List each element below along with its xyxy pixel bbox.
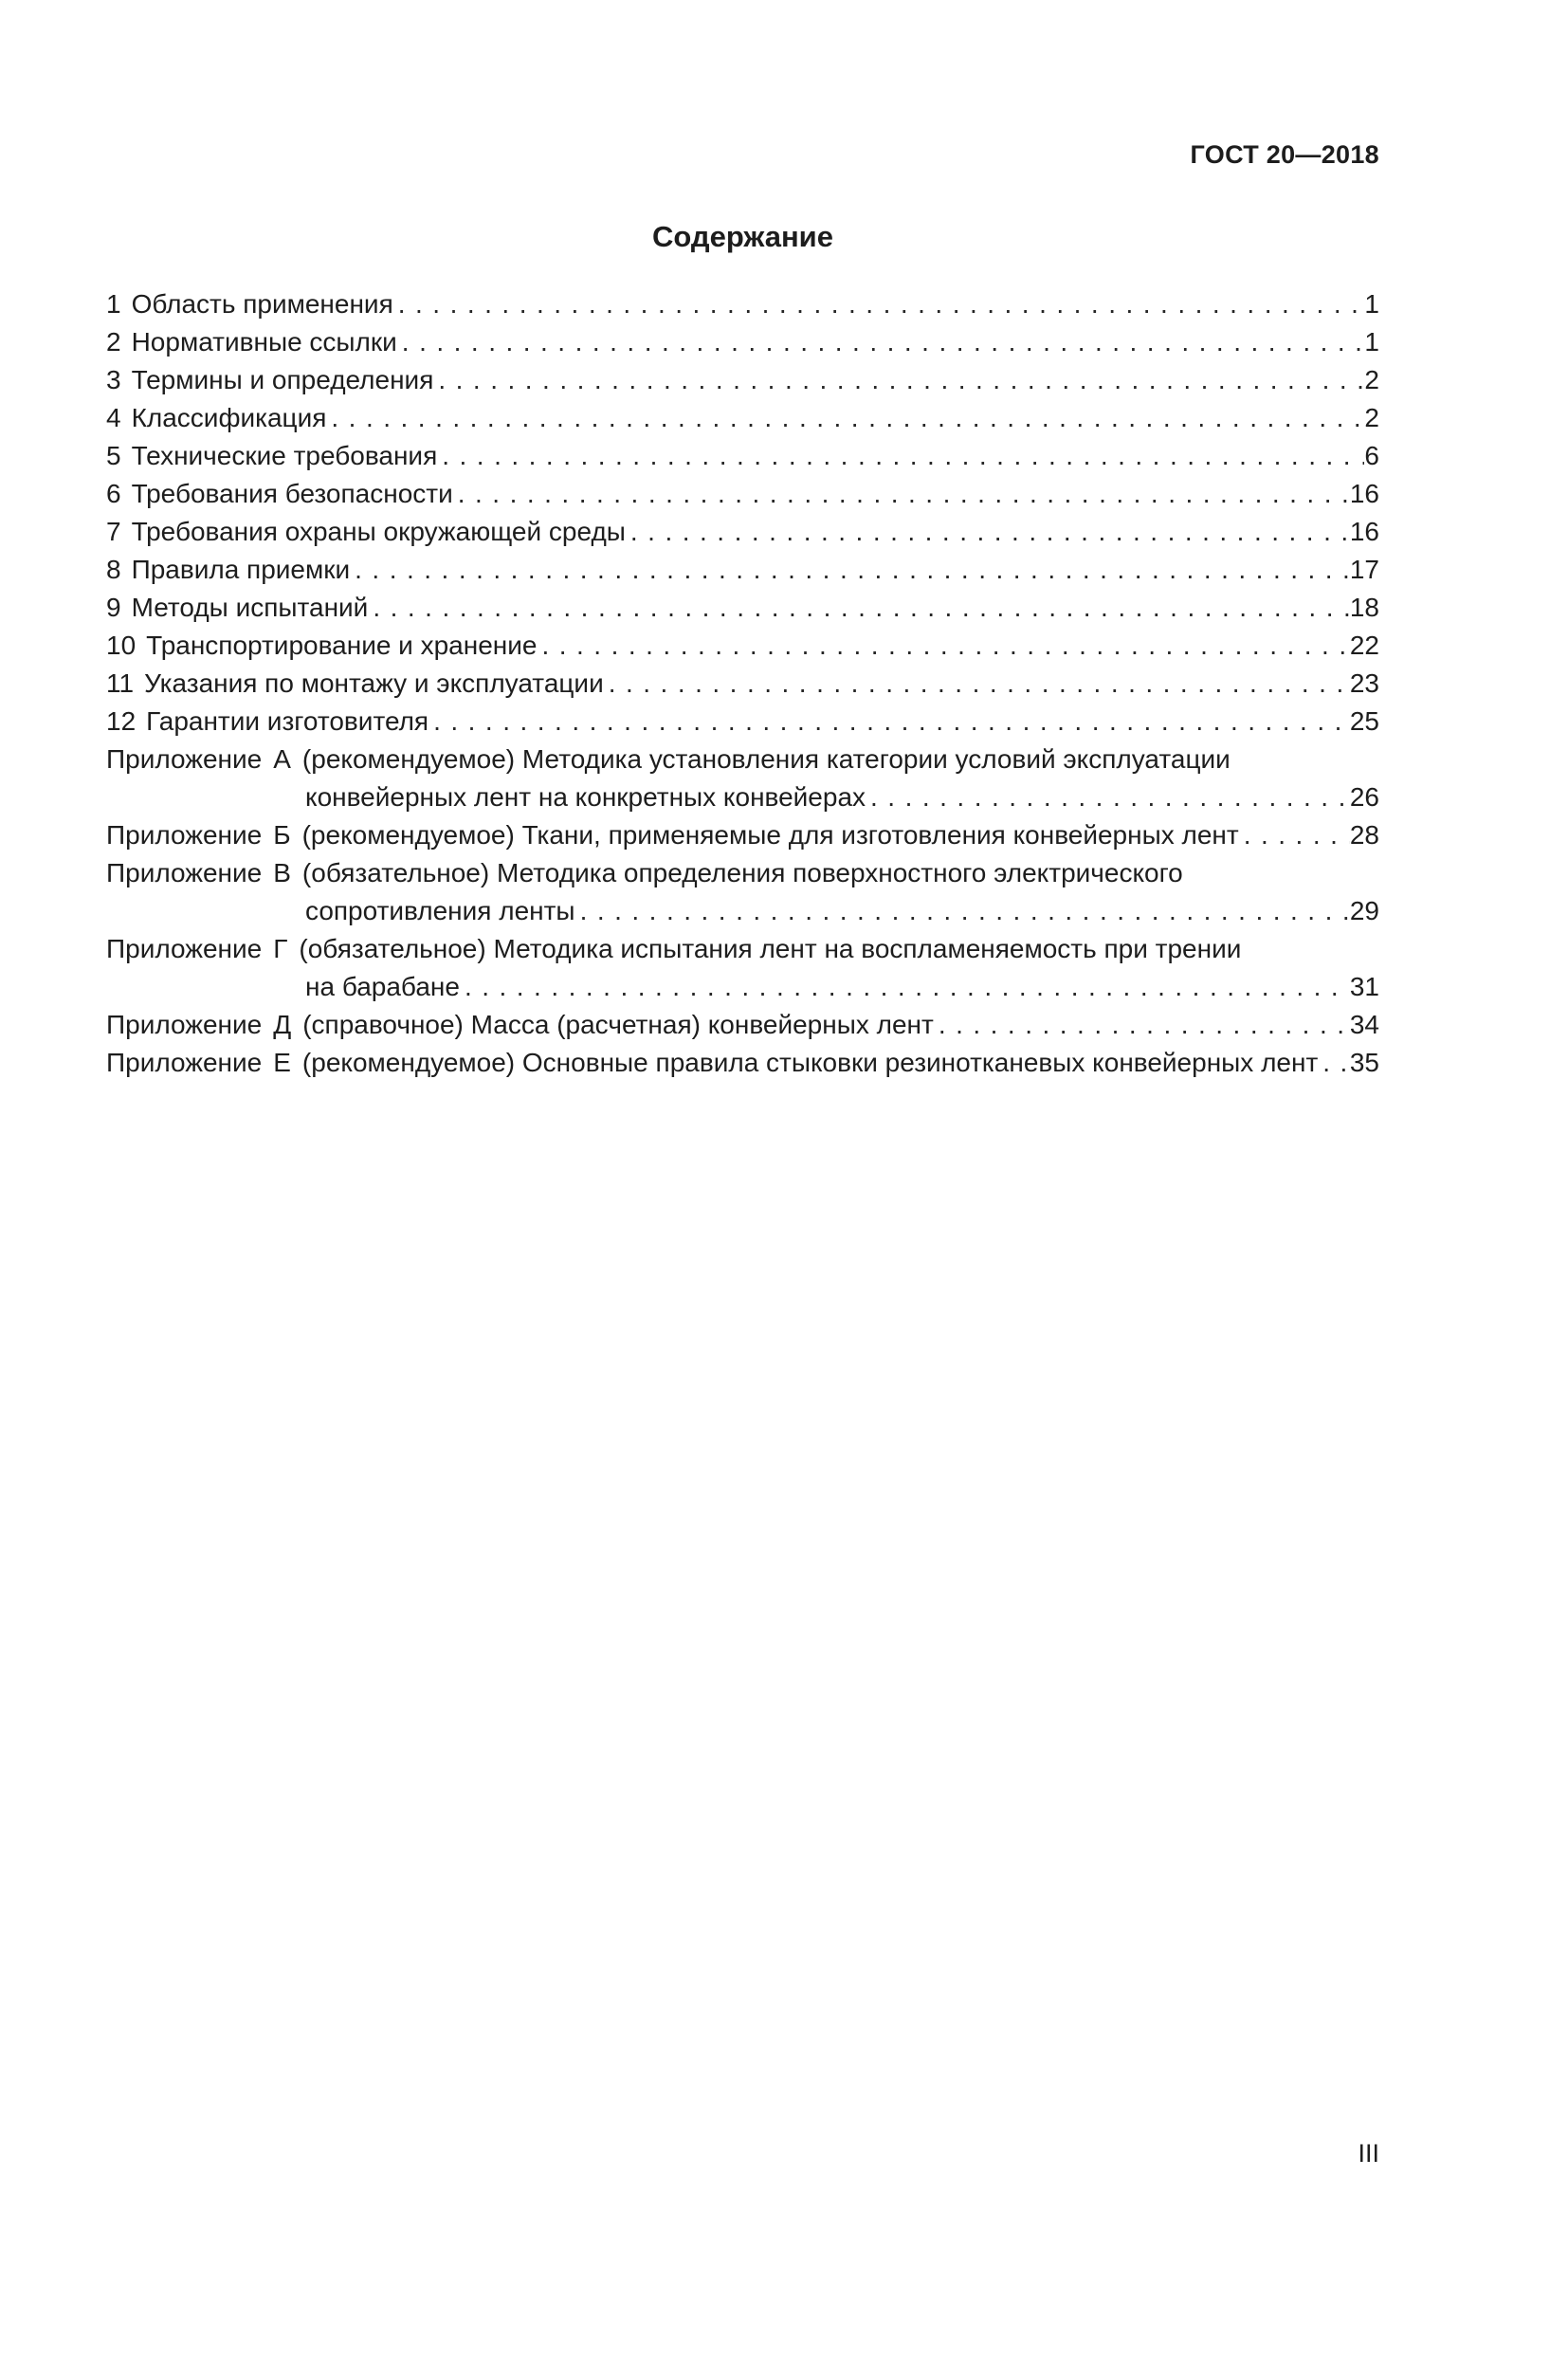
table-of-contents	[106, 285, 1379, 1082]
dot-leader	[630, 513, 1350, 551]
toc-entry	[106, 475, 1379, 513]
page-ref: 2	[1364, 365, 1379, 394]
toc-title: Содержание	[652, 220, 833, 253]
page-ref: 2	[1364, 403, 1379, 432]
page-ref: 6	[1364, 441, 1379, 470]
entry-label: Термины и определения	[131, 365, 434, 394]
page-ref: 22	[1349, 631, 1379, 660]
entry-label: Указания по монтажу и эксплуатации	[144, 668, 604, 698]
entry-number: 6	[106, 479, 121, 508]
dot-leader	[465, 968, 1350, 1006]
entry-label: Правила приемки	[131, 555, 351, 584]
dot-leader	[398, 285, 1365, 323]
entry-number: 1	[106, 289, 121, 319]
document-code: ГОСТ 20—2018	[1190, 140, 1379, 169]
page-ref: 25	[1349, 706, 1379, 736]
appendix-word: Приложение	[106, 820, 263, 850]
appendix-letter: В	[273, 858, 291, 887]
entry-label: (справочное) Масса (расчетная) конвейерных лент	[302, 1010, 934, 1039]
entry-number: 2	[106, 327, 121, 357]
dot-leader	[609, 665, 1350, 703]
appendix-word: Приложение	[106, 934, 263, 963]
toc-entry	[106, 285, 1379, 323]
entry-label: Методы испытаний	[131, 593, 369, 622]
entry-number: 11	[106, 668, 135, 698]
toc-appendix-entry	[106, 854, 1379, 930]
toc-entry	[106, 551, 1379, 589]
entry-label: (рекомендуемое) Ткани, применяемые для изготовления конвейерных лент	[301, 820, 1239, 850]
dot-leader	[939, 1006, 1350, 1044]
appendix-word: Приложение	[106, 1010, 263, 1039]
entry-label: Нормативные ссылки	[131, 327, 397, 357]
appendix-letter: Е	[273, 1048, 291, 1077]
page-ref: 28	[1349, 820, 1379, 850]
dot-leader	[433, 703, 1350, 741]
entry-label: Область применения	[131, 289, 393, 319]
dot-leader	[355, 551, 1350, 589]
entry-number: 10	[106, 631, 137, 660]
entry-number: 5	[106, 441, 121, 470]
entry-number: 9	[106, 593, 121, 622]
dot-leader	[438, 361, 1364, 399]
toc-appendix-entry	[106, 1006, 1379, 1044]
dot-leader	[870, 778, 1350, 816]
dot-leader	[402, 323, 1365, 361]
dot-leader	[1244, 816, 1350, 854]
page-ref: 18	[1349, 593, 1379, 622]
dot-leader	[331, 399, 1364, 437]
dot-leader	[373, 589, 1350, 627]
entry-number: 3	[106, 365, 121, 394]
page-ref: 31	[1349, 972, 1379, 1001]
page-ref: 26	[1349, 782, 1379, 812]
page-ref: 16	[1349, 517, 1379, 546]
page-ref: 23	[1349, 668, 1379, 698]
entry-label: (обязательное) Методика испытания лент на воспламеняемость при трении	[299, 934, 1242, 963]
toc-entry	[106, 665, 1379, 703]
appendix-word: Приложение	[106, 1048, 263, 1077]
entry-number: 7	[106, 517, 121, 546]
toc-entry	[106, 323, 1379, 361]
entry-label: Классификация	[131, 403, 327, 432]
entry-label: (рекомендуемое) Методика установления категории условий эксплуатации	[301, 744, 1231, 774]
toc-entry	[106, 513, 1379, 551]
document-page	[0, 142, 1568, 2360]
entry-label: Гарантии изготовителя	[146, 706, 429, 736]
toc-appendix-entry	[106, 930, 1379, 1006]
toc-entry	[106, 627, 1379, 665]
entry-label: Транспортирование и хранение	[146, 631, 538, 660]
appendix-letter: Б	[273, 820, 291, 850]
page-number: III	[1358, 2139, 1379, 2168]
toc-appendix-entry	[106, 1044, 1379, 1082]
dot-leader	[541, 627, 1349, 665]
entry-number: 4	[106, 403, 121, 432]
dot-leader	[442, 437, 1364, 475]
page-ref: 29	[1349, 896, 1379, 925]
dot-leader	[580, 892, 1350, 930]
page-ref: 34	[1349, 1010, 1379, 1039]
toc-appendix-entry	[106, 741, 1379, 816]
appendix-word: Приложение	[106, 858, 263, 887]
page-ref: 17	[1349, 555, 1379, 584]
appendix-letter: Д	[273, 1010, 292, 1039]
page-ref: 35	[1349, 1048, 1379, 1077]
entry-label: (обязательное) Методика определения поверхностного электрического	[301, 858, 1183, 887]
toc-entry	[106, 361, 1379, 399]
entry-label: Технические требования	[131, 441, 438, 470]
entry-label-continuation: сопротивления ленты	[305, 896, 575, 925]
entry-label: Требования охраны окружающей среды	[131, 517, 626, 546]
entry-label: (рекомендуемое) Основные правила стыковки резинотканевых конвейерных лент	[301, 1048, 1319, 1077]
toc-appendix-entry	[106, 816, 1379, 854]
page-ref: 16	[1349, 479, 1379, 508]
dot-leader	[458, 475, 1350, 513]
toc-entry	[106, 589, 1379, 627]
toc-entry	[106, 399, 1379, 437]
entry-number: 8	[106, 555, 121, 584]
dot-leader	[1322, 1044, 1350, 1082]
page-ref: 1	[1364, 327, 1379, 357]
appendix-letter: А	[273, 744, 291, 774]
appendix-letter: Г	[273, 934, 288, 963]
page-ref: 1	[1364, 289, 1379, 319]
entry-number: 12	[106, 706, 137, 736]
entry-label: Требования безопасности	[131, 479, 453, 508]
toc-entry	[106, 437, 1379, 475]
appendix-word: Приложение	[106, 744, 263, 774]
entry-label-continuation: на барабане	[305, 972, 460, 1001]
toc-entry	[106, 703, 1379, 741]
entry-label-continuation: конвейерных лент на конкретных конвейерах	[305, 782, 866, 812]
